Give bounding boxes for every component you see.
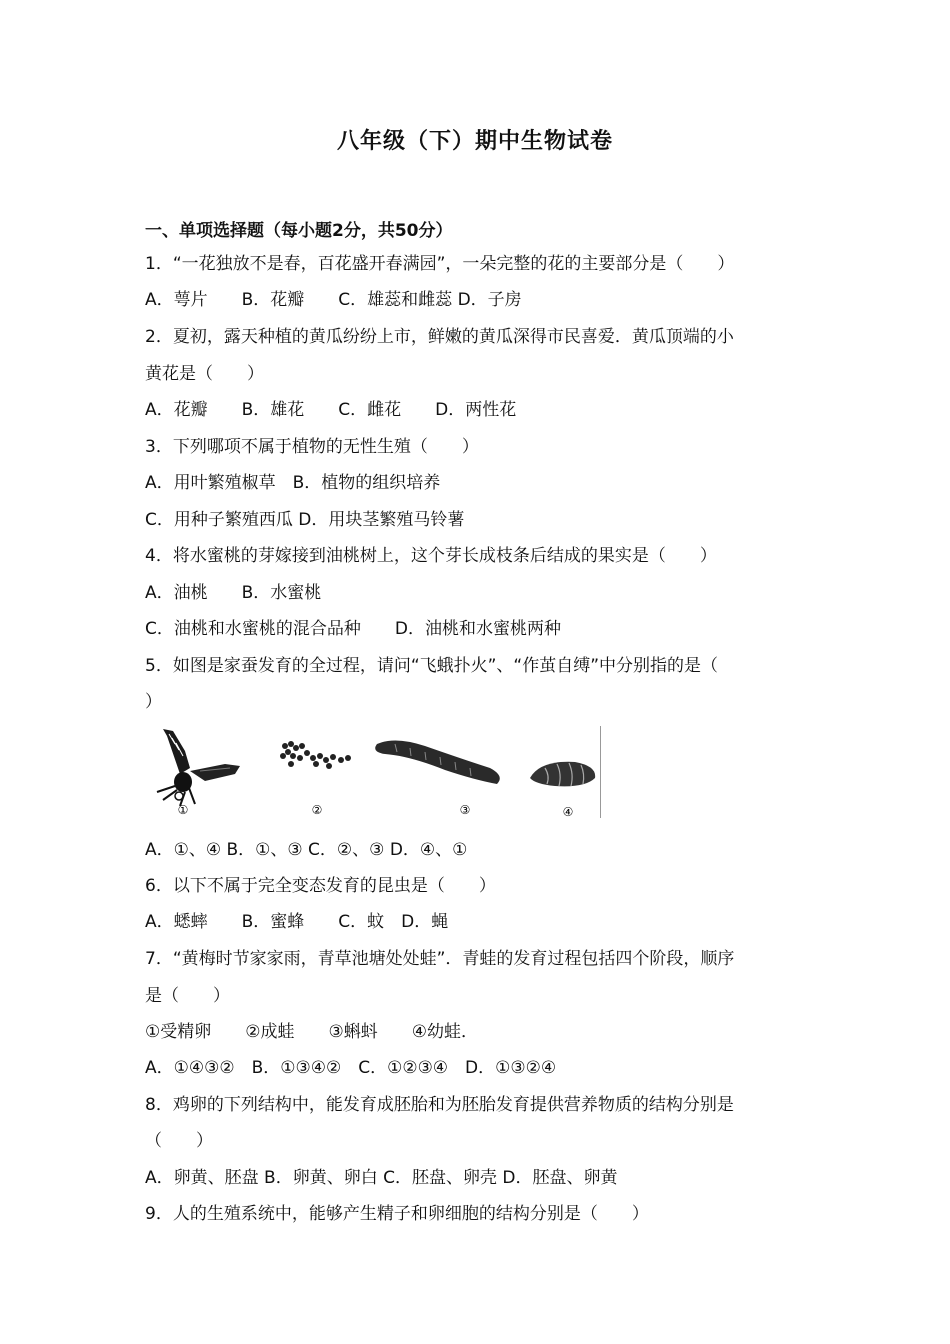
silkworm-illustration	[145, 726, 601, 818]
q4-options-ab: A．油桃 B．水蜜桃	[145, 583, 322, 603]
q8-options: A．卵黄、胚盘 B．卵黄、卵白 C．胚盘、卵壳 D．胚盘、卵黄	[145, 1168, 618, 1188]
q5-text: 5．如图是家蚕发育的全过程，请问“飞蛾扑火”、“作茧自缚”中分别指的是（	[145, 656, 719, 676]
q2-text-cont: 黄花是（ ）	[145, 364, 264, 384]
q7-text: 7．“黄梅时节家家雨，青草池塘处处蛙”．青蛙的发育过程包括四个阶段，顺序	[145, 949, 735, 969]
figure-label-4: ④	[562, 805, 574, 818]
q8-text: 8．鸡卵的下列结构中，能发育成胚胎和为胚胎发育提供营养物质的结构分别是	[145, 1095, 734, 1115]
figure-label-3: ③	[459, 803, 471, 817]
q3-text: 3．下列哪项不属于植物的无性生殖（ ）	[145, 437, 479, 457]
figure-label-2: ②	[311, 803, 323, 817]
page-title: 八年级（下）期中生物试卷	[336, 129, 613, 154]
q9-text: 9．人的生殖系统中，能够产生精子和卵细胞的结构分别是（ ）	[145, 1204, 649, 1224]
pupa-icon	[530, 762, 595, 787]
q6-text: 6．以下不属于完全变态发育的昆虫是（ ）	[145, 876, 496, 896]
q2-options: A．花瓣 B．雄花 C．雌花 D．两性花	[145, 400, 517, 420]
q7-stages: ①受精卵 ②成蛙 ③蝌蚪 ④幼蛙．	[145, 1022, 478, 1042]
figure-label-1: ①	[177, 803, 189, 817]
moth-icon	[157, 729, 240, 806]
q7-options: A．①④③② B．①③④② C．①②③④ D．①③②④	[145, 1058, 557, 1078]
q5-options: A．①、④ B．①、③ C．②、③ D．④、①	[145, 840, 468, 860]
q3-options-cd: C．用种子繁殖西瓜 D．用块茎繁殖马铃薯	[145, 510, 465, 530]
q4-options-cd: C．油桃和水蜜桃的混合品种 D．油桃和水蜜桃两种	[145, 619, 561, 639]
q2-text: 2．夏初，露天种植的黄瓜纷纷上市，鲜嫩的黄瓜深得市民喜爱．黄瓜顶端的小	[145, 327, 734, 347]
figure-border	[600, 726, 601, 818]
q4-text: 4．将水蜜桃的芽嫁接到油桃树上，这个芽长成枝条后结成的果实是（ ）	[145, 546, 717, 566]
q5-text-cont: ）	[145, 692, 162, 712]
eggs-icon	[280, 741, 351, 769]
q6-options: A．蟋蟀 B．蜜蜂 C．蚊 D．蝇	[145, 912, 449, 932]
section-heading: 一、单项选择题（每小题2分，共50分）	[145, 221, 453, 241]
q8-text-cont: （ ）	[145, 1131, 213, 1151]
silkworm-lifecycle-figure	[145, 726, 601, 818]
q1-text: 1．“一花独放不是春，百花盛开春满园”，一朵完整的花的主要部分是（ ）	[145, 254, 735, 274]
q7-text-cont: 是（ ）	[145, 986, 230, 1006]
larva-icon	[375, 740, 500, 784]
q3-options-ab: A．用叶繁殖椒草 B．植物的组织培养	[145, 473, 441, 493]
q1-options: A．萼片 B．花瓣 C．雄蕊和雌蕊 D．子房	[145, 290, 522, 310]
